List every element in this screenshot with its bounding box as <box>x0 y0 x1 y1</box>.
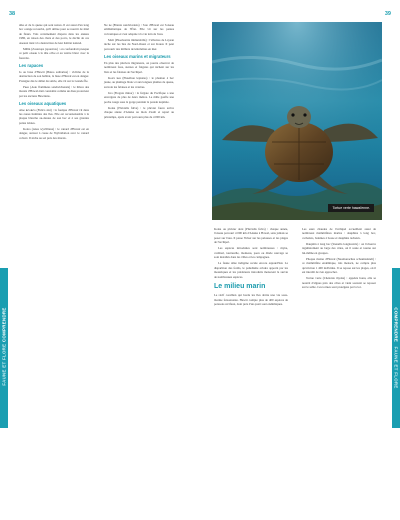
paragraph: aîko et de la queue qui sont noires. Il est aussi d'un long bec orange recourbé, qu'il utilise pour se nourrir de miel de fleurs. Très certainement disparu dans les années 1980, en raison des chats et des porcs, le déclin de ces oiseaux tient à la destruction de leur habitat naturel. <box>19 23 89 45</box>
sea-turtle-illustration <box>212 22 382 220</box>
paragraph: Le récif corallien qui borde les îles abrite une vie sous-marine foisonnante. Hawaï compte plus de 400 espèces de poissons récifaux, dont près d'un quart sont endémiques. <box>214 293 288 307</box>
paragraph: Alae ke'oke'o (Fulica alai) : la foulque d'Hawaï vit dans les zones humides des îles. Elle est reconnaissable à la plaque blanche au-dessus de son bec et à ses grandes pattes lobées. <box>19 107 89 125</box>
section-tab-left <box>0 268 8 428</box>
page-number-right: 39 <box>384 11 391 17</box>
subheading: Les rapaces <box>19 63 44 69</box>
section-heading: Le milieu marin <box>214 283 266 291</box>
paragraph: Moli (Phoebastria immutabilis) : l'albatros de Laysan niche sur les îles du Nord-Ouest et sur Kauai. Il peut parcourir des milliers de kilomètres en mer. <box>104 37 174 51</box>
paragraph: En plus des pluviers migrateurs, on pourra observer de nombreux fous, sternes et frégates qui nichent sur les îlots et les falaises de l'archipel. <box>104 60 174 74</box>
paragraph: Dauphin à long bec (Stenella longirostris) : on l'observe régulièrement au large des côtes, où il saute et tourne sur lui-même en groupes. <box>302 241 376 255</box>
text-column-1 <box>19 23 89 142</box>
page-number-left: 38 <box>9 11 16 17</box>
paragraph: Koa'e kea (Phaethon lepturus) : le phaéton à bec jaune, au plumage blanc et aux longues plumes de queue, survole les falaises et les cratères. <box>104 75 174 89</box>
section-tab-label <box>2 307 7 388</box>
sea-turtle-photo <box>212 22 382 220</box>
paragraph: La faune ailée indigène recule encore aujourd'hui. La disparition des forêts, le paludisme aviaire apporté par les moustiques et les prédateurs introduits menacent la survie de nombreuses espèces. <box>214 261 288 279</box>
paragraph: Les espèces introduites sont nombreuses : myna, cardinal, tourterelle, moineau, paon ou dinde sauvage se sont installés dans les villes et les campagnes. <box>214 246 288 260</box>
paragraph: Pueo (Asio flammeus sandwichensis) : le hibou des marais d'Hawaï était considéré comme un dieu protecteur par les anciens Hawaïens. <box>19 84 90 98</box>
photo-caption: Tortue verte hawaïenne. <box>328 204 374 212</box>
section-tab-label <box>394 307 399 388</box>
paragraph: Iwa (Fregata minor) : la frégate du Pacifique a une envergure de plus de deux mètres. Le mâle gonfle une poche rouge sous la gorge pendant la parade nuptiale. <box>104 90 174 104</box>
paragraph: Tortue verte (Chelonia mydas) : appelée honu, elle se nourrit d'algues près des côtes et vient souvent se reposer sur le sable. Ces tortues sont protégées par la loi. <box>302 276 376 290</box>
paragraph: Kolea (Pluvialis fulva) : le pluvier fauve arrive chaque année d'Alaska au mois d'août et repart au printemps, après avoir parcouru plus de 4 000 km. <box>104 105 174 119</box>
text-column-2 <box>104 23 174 121</box>
text-column-3 <box>214 227 288 308</box>
text-column-4 <box>302 227 376 291</box>
section-tab-word2: FAUNE ET FLORE <box>393 346 399 389</box>
paragraph: Kolea ou pluvier doré (Pluvialis fulva) : chaque année, l'oiseau parcourt 4 000 km d'Alaska à Hawaï, sans jamais se poser sur l'eau. Il passe l'hiver sur les pelouses et les plages de l'archipel. <box>214 227 288 245</box>
section-tab-word1: COMPRENDRE <box>393 307 399 343</box>
section-tab-right <box>392 268 400 428</box>
subheading: Les oiseaux aquatiques <box>19 101 67 107</box>
paragraph: Io ou buse d'Hawaï (Buteo solitarius) : victime de la destruction de son habitat, la buse d'Hawaï est en danger. Protégée dès le début du siècle, elle vit sur la Grande Île. <box>19 69 89 83</box>
paragraph: Les eaux chaudes de l'archipel accueillent aussi de nombreux mammifères marins : dauphins à long bec, cachalots, baleines à bosse et dauphins tachetés. <box>302 227 376 240</box>
paragraph: Mâlin (Zosterops japonicus) : on confondrait presque ce petit oiseau à la tête olive et au ventre blanc avec la fauvette. <box>19 46 89 60</box>
section-tab-word2: FAUNE ET FLORE <box>1 343 7 386</box>
paragraph: Koloa (Anas wyvilliana) : le canard d'Hawaï est en danger, surtout à cause de l'hybridation avec le canard colvert. Il niche au sol près des marais. <box>19 126 89 140</box>
section-tab-word1: COMPRENDRE <box>1 307 7 343</box>
paragraph: Ne ne (Branta sandvicensis) : l'oie d'Hawaï est l'oiseau emblématique de l'État. Elle vit sur les pentes volcaniques et s'est adaptée à la vie loin de l'eau. <box>104 23 174 36</box>
paragraph: Phoque moine d'Hawaï (Neomonachus schauinslandi) : ce mammifère endémique, très menacé, ne compte plus qu'environ 1 400 individus. Il se repose sur les plages, où il est interdit de s'en approcher. <box>302 256 376 275</box>
subheading: Les oiseaux marins et migrateurs <box>104 54 171 60</box>
